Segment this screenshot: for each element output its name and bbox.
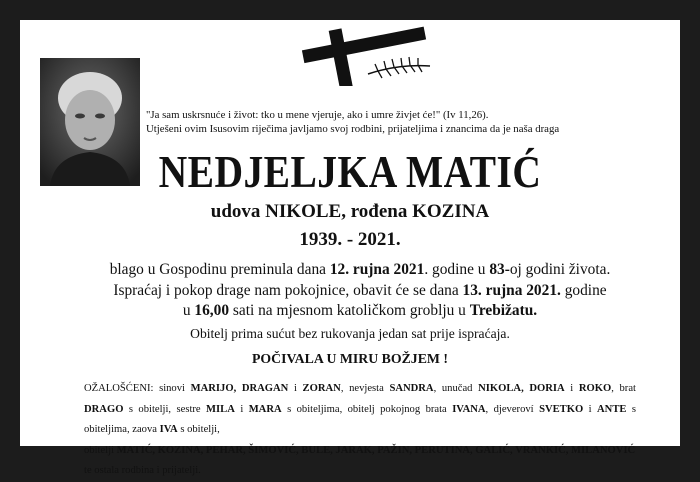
body-text: Ispraćaj i pokop drage nam pokojnice, obavit će se dana xyxy=(113,281,463,299)
body-text: sati na mjesnom katoličkom groblju u xyxy=(229,302,470,319)
quote-line-2: Utješeni ovim Isusovim riječima javljamo svoj rodbini, prijateljima i znancima da je naša draga xyxy=(146,123,560,135)
mourners-text: OŽALOŠĆENI: sinovi xyxy=(84,383,191,394)
mourner-name: MARA xyxy=(248,403,282,415)
family-names: MATIĆ, KOZINA, PEHAR, ŠIMOVIĆ, BULE, JARAK, PAŽIN, PERUTINA, GALIĆ, VRANKIĆ, MILANOVIĆ xyxy=(116,444,636,456)
mourners-text: i xyxy=(564,383,579,394)
subtitle: udova NIKOLE, rođena KOZINA xyxy=(210,201,490,222)
body-text: oj godini života. xyxy=(509,261,611,278)
mourner-name: IVANA xyxy=(452,403,486,415)
mourner-name: MILA xyxy=(206,403,235,415)
mourner-name: IVA xyxy=(159,424,178,435)
mourners-text: i xyxy=(583,403,598,415)
mourners-text: s obiteljima, obitelj pokojnog brata xyxy=(281,403,453,415)
mourner-name: DRAGO xyxy=(84,403,124,415)
funeral-place: Trebižatu. xyxy=(469,302,538,319)
mourners-text: i xyxy=(234,403,249,415)
funeral-date: 13. rujna 2021. xyxy=(462,281,561,299)
deceased-name: NEDJELJKA MATIĆ xyxy=(158,146,542,197)
cross-with-palm-icon xyxy=(298,24,436,86)
mourners-text: s obitelji, sestre xyxy=(123,403,207,415)
mourners-text: te ostala rodbina i prijatelji. xyxy=(84,465,201,476)
mourners-text: , brat xyxy=(611,383,636,394)
body-text: blago u Gospodinu preminula dana xyxy=(109,261,330,278)
mourners-text: , unučad xyxy=(433,383,479,394)
rest-in-peace: POČIVALA U MIRU BOŽJEM ! xyxy=(252,351,448,366)
mourner-name: SVETKO xyxy=(539,403,584,415)
mourner-name: ZORAN xyxy=(302,383,341,394)
mourners-text: s obiteljima, zaova xyxy=(84,403,637,435)
mourners-text: s obitelji, xyxy=(177,424,220,435)
mourners-last-line xyxy=(84,441,636,482)
body-text: . godine u xyxy=(424,261,490,278)
life-years: 1939. - 2021. xyxy=(299,229,401,250)
bible-quote xyxy=(146,108,598,136)
mourner-name: NIKOLA, DORIA xyxy=(478,383,565,394)
mourner-name: SANDRA xyxy=(389,383,434,394)
mourner-name: ROKO xyxy=(578,383,612,394)
death-date: 12. rujna 2021 xyxy=(329,261,425,278)
mourners-text: i xyxy=(288,383,303,394)
condolence-note: Obitelj prima sućut bez rukovanja jedan sat prije ispraćaja. xyxy=(190,326,510,341)
mourners-text: obitelji xyxy=(84,444,117,456)
body-text: godine xyxy=(560,281,607,299)
announcement-text xyxy=(80,260,640,322)
obituary-card xyxy=(20,20,680,476)
body-text: u xyxy=(182,302,195,319)
mourners-text: , djeveroví xyxy=(485,403,540,415)
funeral-time: 16,00 xyxy=(194,302,230,319)
mourner-name: MARIJO, DRAGAN xyxy=(190,383,289,394)
mourners-text: , nevjesta xyxy=(340,383,390,394)
mourner-name: ANTE xyxy=(597,403,627,415)
quote-line-1: "Ja sam uskrsnuće i život: tko u mene vjeruje, ako i umre živjet će!" (Iv 11,26). xyxy=(146,109,489,121)
mourners-list xyxy=(84,379,636,482)
age: 83- xyxy=(489,261,510,278)
